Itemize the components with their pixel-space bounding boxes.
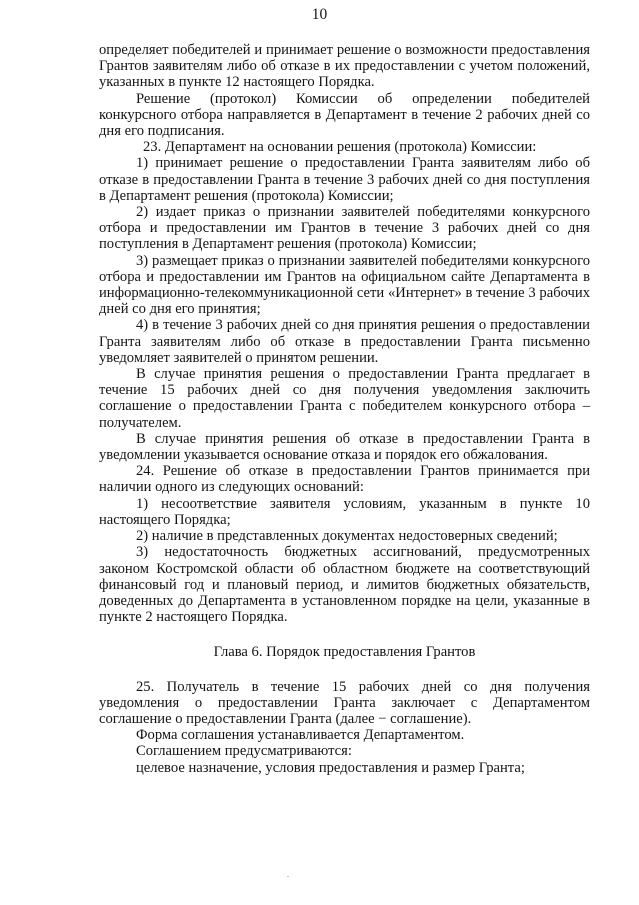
paragraph: В случае принятия решения о предоставлении Гранта предлагает в течение 15 рабочих дней со дня получения уведомления заключить соглашение о предоставлении Гранта с победителем конкурсного отбора – получателем.	[99, 366, 590, 431]
paragraph: Соглашением предусматриваются:	[136, 743, 352, 760]
list-item: 2) издает приказ о признании заявителей победителями конкурсного отбора и предоставлении им Грантов в течение 3 рабочих дней со дня поступления в Департамент решения (протокола) Комиссии;	[99, 204, 590, 253]
list-item: 1) несоответствие заявителя условиям, указанным в пункте 10 настоящего Порядка;	[99, 495, 590, 528]
document-body	[99, 42, 590, 776]
paragraph: определяет победителей и принимает решение о возможности предоставления Грантов заявителям либо об отказе в их предоставлении с учетом положений, указанных в пункте 12 настоящего Порядка.	[99, 42, 590, 91]
paragraph-item-25: 25. Получатель в течение 15 рабочих дней со дня получения уведомления о предоставлении Гранта заключает с Департаментом соглашение о предоставлении Гранта (далее − соглашение).	[99, 678, 590, 727]
list-item: 3) размещает приказ о признании заявителей победителями конкурсного отбора и предоставлении им Грантов на официальном сайте Департамента в информационно-телекоммуникационной сети «Интернет» в течение 3 рабочих дней со дня его принятия;	[99, 252, 590, 318]
paragraph: целевое назначение, условия предоставления и размер Гранта;	[136, 759, 525, 776]
chapter-heading: Глава 6. Порядок предоставления Грантов	[213, 644, 476, 661]
page-number: 10	[311, 6, 328, 23]
paragraph-item-24: 24. Решение об отказе в предоставлении Грантов принимается при наличии одного из следующих оснований:	[99, 463, 590, 496]
scan-speck	[287, 876, 289, 877]
paragraph: В случае принятия решения об отказе в предоставлении Гранта в уведомлении указывается основание отказа и порядок его обжалования.	[99, 430, 590, 464]
paragraph: Решение (протокол) Комиссии об определении победителей конкурсного отбора направляется в Департамент в течение 2 рабочих дней со дня его подписания.	[99, 90, 590, 140]
list-item: 4) в течение 3 рабочих дней со дня принятия решения о предоставлении Гранта заявителям либо об отказе в предоставлении Гранта письменно уведомляет заявителей о принятом решении.	[99, 317, 590, 366]
list-item: 1) принимает решение о предоставлении Гранта заявителям либо об отказе в предоставлении Гранта в течение 3 рабочих дней со дня поступления в Департамент решения (протокола) Комиссии;	[99, 155, 590, 204]
paragraph: Форма соглашения устанавливается Департаментом.	[136, 727, 465, 744]
paragraph-item-23: 23. Департамент на основании решения (протокола) Комиссии:	[143, 139, 537, 156]
list-item: 2) наличие в представленных документах недостоверных сведений;	[136, 528, 558, 545]
list-item: 3) недостаточность бюджетных ассигнований, предусмотренных законом Костромской области об областном бюджете на соответствующий финансовый год и плановый период, и лимитов бюджетных обязательств, доведенных до Департамента в установленном порядке на цели, указанные в пункте 2 настоящего Порядка.	[99, 544, 590, 626]
